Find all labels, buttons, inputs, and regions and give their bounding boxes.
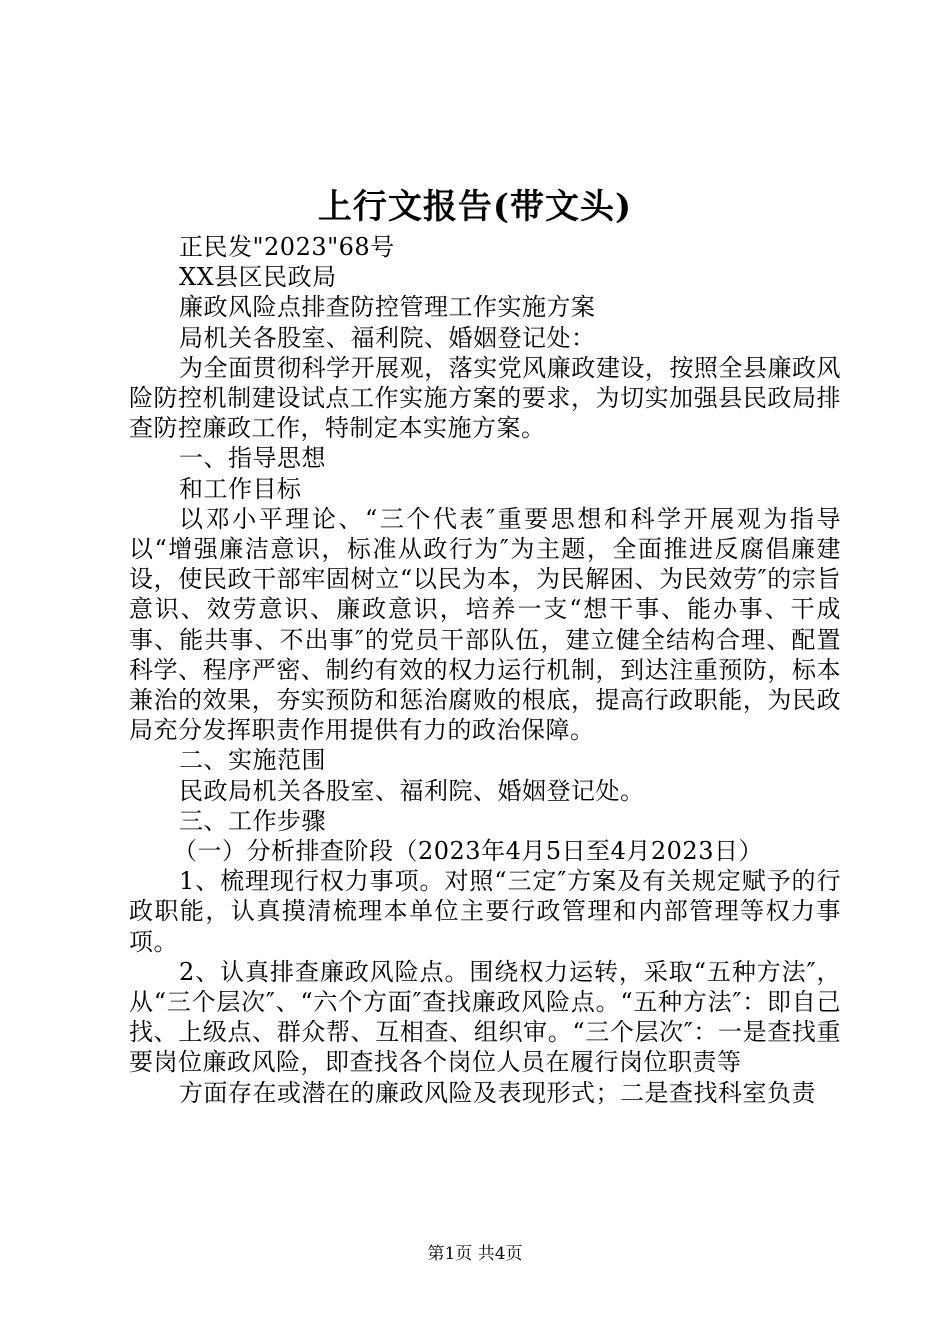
recipients: 局机关各股室、福利院、婚姻登记处： [179,323,596,352]
step-2-paragraph: 2、认真排查廉政风险点。围绕权力运转，采取“五种方法″，从“三个层次″、“六个方面″查找廉政风险点。“五种方法″：即自己找、上级点、群众帮、互相查、组织审。“三个层次″：一是查找重要岗位廉政风险，即查找各个岗位人员在履行岗位职责等 [129,957,841,1077]
page-footer: 第1页 共4页 [427,1244,523,1264]
section-heading-1-cont: 和工作目标 [179,474,302,503]
phase-heading: （一）分析排查阶段（2023年4月5日至4月2023日） [173,837,763,866]
scope-paragraph: 民政局机关各股室、福利院、婚姻登记处。 [179,776,645,805]
issuing-authority: XX县区民政局 [179,263,337,292]
document-number: 正民发"2023"68号 [179,233,395,261]
intro-paragraph: 为全面贯彻科学开展观，落实党风廉政建设，按照全县廉政风险防控机制建设试点工作实施方案的要求，为切实加强县民政局排查防控廉政工作，特制定本实施方案。 [129,353,841,443]
section-heading-2: 二、实施范围 [179,746,326,775]
continuation-paragraph: 方面存在或潜在的廉政风险及表现形式；二是查找科室负责 [179,1078,816,1107]
section-heading-3: 三、工作步骤 [179,806,326,835]
document-body [129,232,841,1108]
guiding-paragraph: 以邓小平理论、“三个代表″重要思想和科学开展观为指导以“增强廉洁意识，标准从政行为″为主题，全面推进反腐倡廉建设，使民政干部牢固树立“以民为本，为民解困、为民效劳″的宗旨意识、效劳意识、廉政意识，培养一支“想干事、能办事、干成事、能共事、不出事″的党员干部队伍，建立健全结构合理、配置科学、程序严密、制约有效的权力运行机制，到达注重预防，标本兼治的效果，夯实预防和惩治腐败的根底，提高行政职能，为民政局充分发挥职责作用提供有力的政治保障。 [129,504,841,745]
section-heading-1: 一、指导思想 [179,444,326,473]
plan-title: 廉政风险点排查防控管理工作实施方案 [179,293,596,322]
step-1-paragraph: 1、梳理现行权力事项。对照“三定″方案及有关规定赋予的行政职能，认真摸清梳理本单位主要行政管理和内部管理等权力事项。 [129,867,841,956]
document-title: 上行文报告(带文头) [317,187,633,227]
